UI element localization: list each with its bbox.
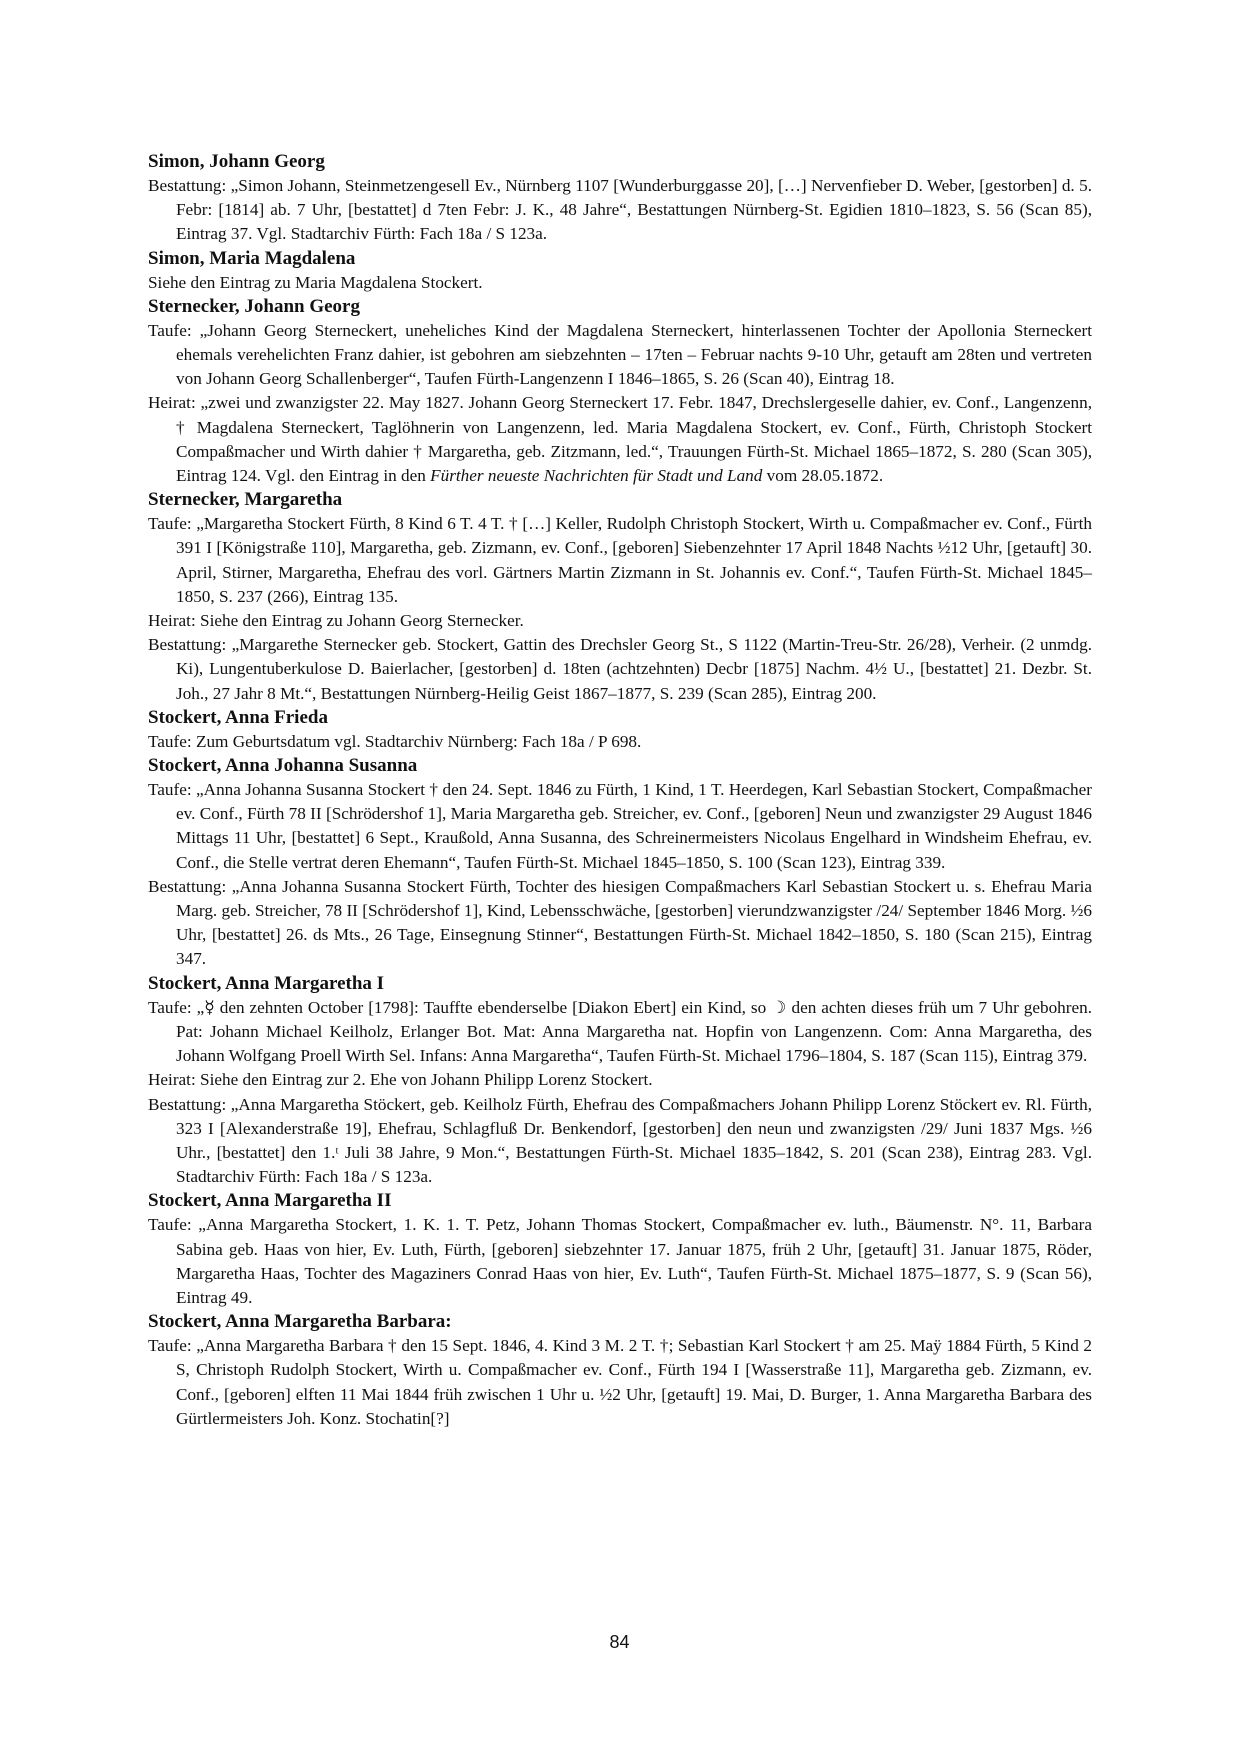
entry-paragraph: Siehe den Eintrag zu Maria Magdalena Stockert. [148, 272, 483, 292]
heirat-tail: vom 28.05.1872. [762, 466, 884, 486]
entry-heading: Sternecker, Johann Georg [148, 295, 360, 317]
entry-heading: Stockert, Anna Margaretha I [148, 972, 385, 994]
entry-sternecker-margaretha [148, 488, 1092, 706]
entry-stockert-anna-johanna-susanna [148, 754, 1092, 972]
entry-paragraph: Taufe: „Johann Georg Sterneckert, uneheliches Kind der Magdalena Sterneckert, hinterlassenen Tochter der Apollonia Sterneckert ehemals verehelichten Franz dahier, ist gebohren am siebzehnten – 17ten – Februar nachts 9-10 Uhr, getauft am 28ten und vertreten von Johann Georg Schallenberger“, Taufen Fürth-Langenzenn I 1846–1865, S. 26 (Scan 40), Eintrag 18. [148, 320, 1092, 389]
entry-stockert-anna-margaretha-barbara [148, 1310, 1092, 1431]
entry-heading: Stockert, Anna Margaretha II [148, 1190, 392, 1212]
entry-paragraph: Heirat: Siehe den Eintrag zu Johann Georg Sternecker. [148, 611, 524, 631]
entry-paragraph: Taufe: „Anna Margaretha Barbara † den 15 Sept. 1846, 4. Kind 3 M. 2 T. †; Sebastian Karl Stockert † am 25. Maÿ 1884 Fürth, 5 Kind 2 S, Christoph Rudolph Stockert, Wirth u. Compaßmacher ev. Conf., Fürth 194 I [Wasserstraße 11], Margaretha geb. Zizmann, ev. Conf., [geboren] elften 11 Mai 1844 früh zwischen 1 Uhr u. ½2 Uhr, [getauft] 19. Mai, D. Burger, 1. Anna Margaretha Barbara des Gürtlermeisters Joh. Konz. Stochatin[?] [148, 1336, 1092, 1428]
entry-heading: Simon, Maria Magdalena [148, 247, 356, 269]
entry-heading: Stockert, Anna Margaretha Barbara: [148, 1311, 452, 1333]
entry-paragraph: Bestattung: „Anna Margaretha Stöckert, geb. Keilholz Fürth, Ehefrau des Compaßmachers Johann Philipp Lorenz Stöckert ev. Rl. Fürth, 323 I [Alexanderstraße 19], Ehefrau, Schlagfluß Dr. Benkendorf, [gestorben] den neun und zwanzigsten /29/ Juni 1837 Mgs. ½6 Uhr., [bestattet] den 1.ᵗ Juli 38 Jahre, 9 Mon.“, Bestattungen Fürth-St. Michael 1835–1842, S. 201 (Scan 238), Eintrag 283. Vgl. Stadtarchiv Fürth: Fach 18a / S 123a. [148, 1094, 1092, 1187]
entry-heading: Sternecker, Margaretha [148, 489, 343, 511]
entry-paragraph: Bestattung: „Margarethe Sternecker geb. Stockert, Gattin des Drechsler Georg St., S 1122 (Martin-Treu-Str. 26/28), Verheir. (2 unmdg. Ki), Lungentuberkulose D. Baierlacher, [gestorben] d. 18ten (achtzehnten) Decbr [1875] Nachm. 4½ U., [bestattet] 21. Dezbr. St. Joh., 27 Jahr 8 Mt.“, Bestattungen Nürnberg-Heilig Geist 1867–1877, S. 239 (Scan 285), Eintrag 200. [148, 635, 1092, 703]
entry-paragraph-heirat [148, 391, 1092, 488]
entry-paragraph: Bestattung: „Anna Johanna Susanna Stockert Fürth, Tochter des hiesigen Compaßmachers Karl Sebastian Stockert u. s. Ehefrau Maria Marg. geb. Streicher, 78 II [Schrödershof 1], Kind, Lebensschwäche, [gestorben] vierundzwanzigster /24/ September 1846 Morg. ½6 Uhr, [bestattet] 26. ds Mts., 26 Tage, Einsegnung Stinner“, Bestattungen Fürth-St. Michael 1842–1850, S. 180 (Scan 215), Eintrag 347. [148, 876, 1092, 969]
entry-simon-maria-magdalena [148, 247, 1092, 295]
entry-stockert-anna-margaretha-ii [148, 1189, 1092, 1310]
entry-simon-johann-georg [148, 150, 1092, 247]
page-number: 84 [609, 1632, 630, 1652]
entry-paragraph: Taufe: „☿ den zehnten October [1798]: Tauffte ebenderselbe [Diakon Ebert] ein Kind, so ☽ den achten dieses früh um 7 Uhr gebohren. Pat: Johann Michael Keilholz, Erlanger Bot. Mat: Anna Margaretha nat. Hopfin von Langenzenn. Com: Anna Margaretha, des Johann Wolfgang Proell Wirth Sel. Infans: Anna Margaretha“, Taufen Fürth-St. Michael 1796–1804, S. 187 (Scan 115), Eintrag 379. [148, 997, 1092, 1066]
entry-paragraph: Heirat: Siehe den Eintrag zur 2. Ehe von Johann Philipp Lorenz Stockert. [148, 1070, 653, 1090]
entry-paragraph: Bestattung: „Simon Johann, Steinmetzengesell Ev., Nürnberg 1107 [Wunderburggasse 20], […] Nervenfieber D. Weber, [gestorben] d. 5. Febr: [1814] ab. 7 Uhr, [bestattet] d 7ten Febr: J. K., 48 Jahre“, Bestattungen Nürnberg-St. Egidien 1810–1823, S. 56 (Scan 85), Eintrag 37. Vgl. Stadtarchiv Fürth: Fach 18a / S 123a. [148, 176, 1092, 244]
entry-paragraph: Taufe: „Anna Margaretha Stockert, 1. K. 1. T. Petz, Johann Thomas Stockert, Compaßmacher ev. luth., Bäumenstr. N°. 11, Barbara Sabina geb. Haas von hier, Ev. Luth, Fürth, [geboren] siebzehnter 17. Januar 1875, früh 2 Uhr, [getauft] 31. Januar 1875, Röder, Margaretha Haas, Tochter des Magaziners Conrad Haas von hier, Ev. Luth“, Taufen Fürth-St. Michael 1875–1877, S. 9 (Scan 56), Eintrag 49. [148, 1215, 1092, 1307]
entry-stockert-anna-frieda [148, 706, 1092, 754]
entry-stockert-anna-margaretha-i [148, 972, 1092, 1190]
entry-heading: Stockert, Anna Frieda [148, 706, 328, 728]
entry-paragraph: Taufe: „Margaretha Stockert Fürth, 8 Kind 6 T. 4 T. † […] Keller, Rudolph Christoph Stockert, Wirth u. Compaßmacher ev. Conf., Fürth 391 I [Königstraße 110], Margaretha, geb. Zizmann, ev. Conf., [geboren] Siebenzehnter 17 April 1848 Nachts ½12 Uhr, [getauft] 30. April, Stirner, Margaretha, Ehefrau des vorl. Gärtners Martin Zizmann in St. Johannis ev. Conf.“, Taufen Fürth-St. Michael 1845–1850, S. 237 (266), Eintrag 135. [148, 514, 1092, 606]
entry-sternecker-johann-georg [148, 295, 1092, 488]
document-page [148, 150, 1092, 1431]
entry-heading: Simon, Johann Georg [148, 151, 325, 172]
entry-paragraph: Taufe: Zum Geburtsdatum vgl. Stadtarchiv Nürnberg: Fach 18a / P 698. [148, 731, 642, 751]
entry-heading: Stockert, Anna Johanna Susanna [148, 755, 418, 777]
newspaper-title: Fürther neueste Nachrichten für Stadt und Land [430, 466, 763, 486]
entry-paragraph: Taufe: „Anna Johanna Susanna Stockert † den 24. Sept. 1846 zu Fürth, 1 Kind, 1 T. Heerdegen, Karl Sebastian Stockert, Compaßmacher ev. Conf., Fürth 78 II [Schrödershof 1], Maria Margaretha geb. Streicher, ev. Conf., [geboren] Neun und zwanzigster 29 August 1846 Mittags 11 Uhr, [bestattet] 6 Sept., Kraußold, Anna Susanna, des Schreinermeisters Nicolaus Engelhard in Windsheim Ehefrau, ev. Conf., die Stelle vertrat deren Ehemann“, Taufen Fürth-St. Michael 1845–1850, S. 100 (Scan 123), Eintrag 339. [148, 780, 1092, 872]
heirat-text: Heirat: „zwei und zwanzigster 22. May 1827. Johann Georg Sterneckert 17. Febr. 1847, Drechslergeselle dahier, ev. Conf., Langenzenn, † Magdalena Sterneckert, Taglöhnerin von Langenzenn, led. Maria Magdalena Stockert, ev. Conf., Fürth, Christoph Stockert Compaßmacher und Wirth dahier † Margaretha, geb. Zitzmann, led.“, Trauungen Fürth-St. Michael 1865–1872, S. 280 (Scan 305), Eintrag 124. Vgl. den Eintrag in den [148, 393, 1092, 486]
